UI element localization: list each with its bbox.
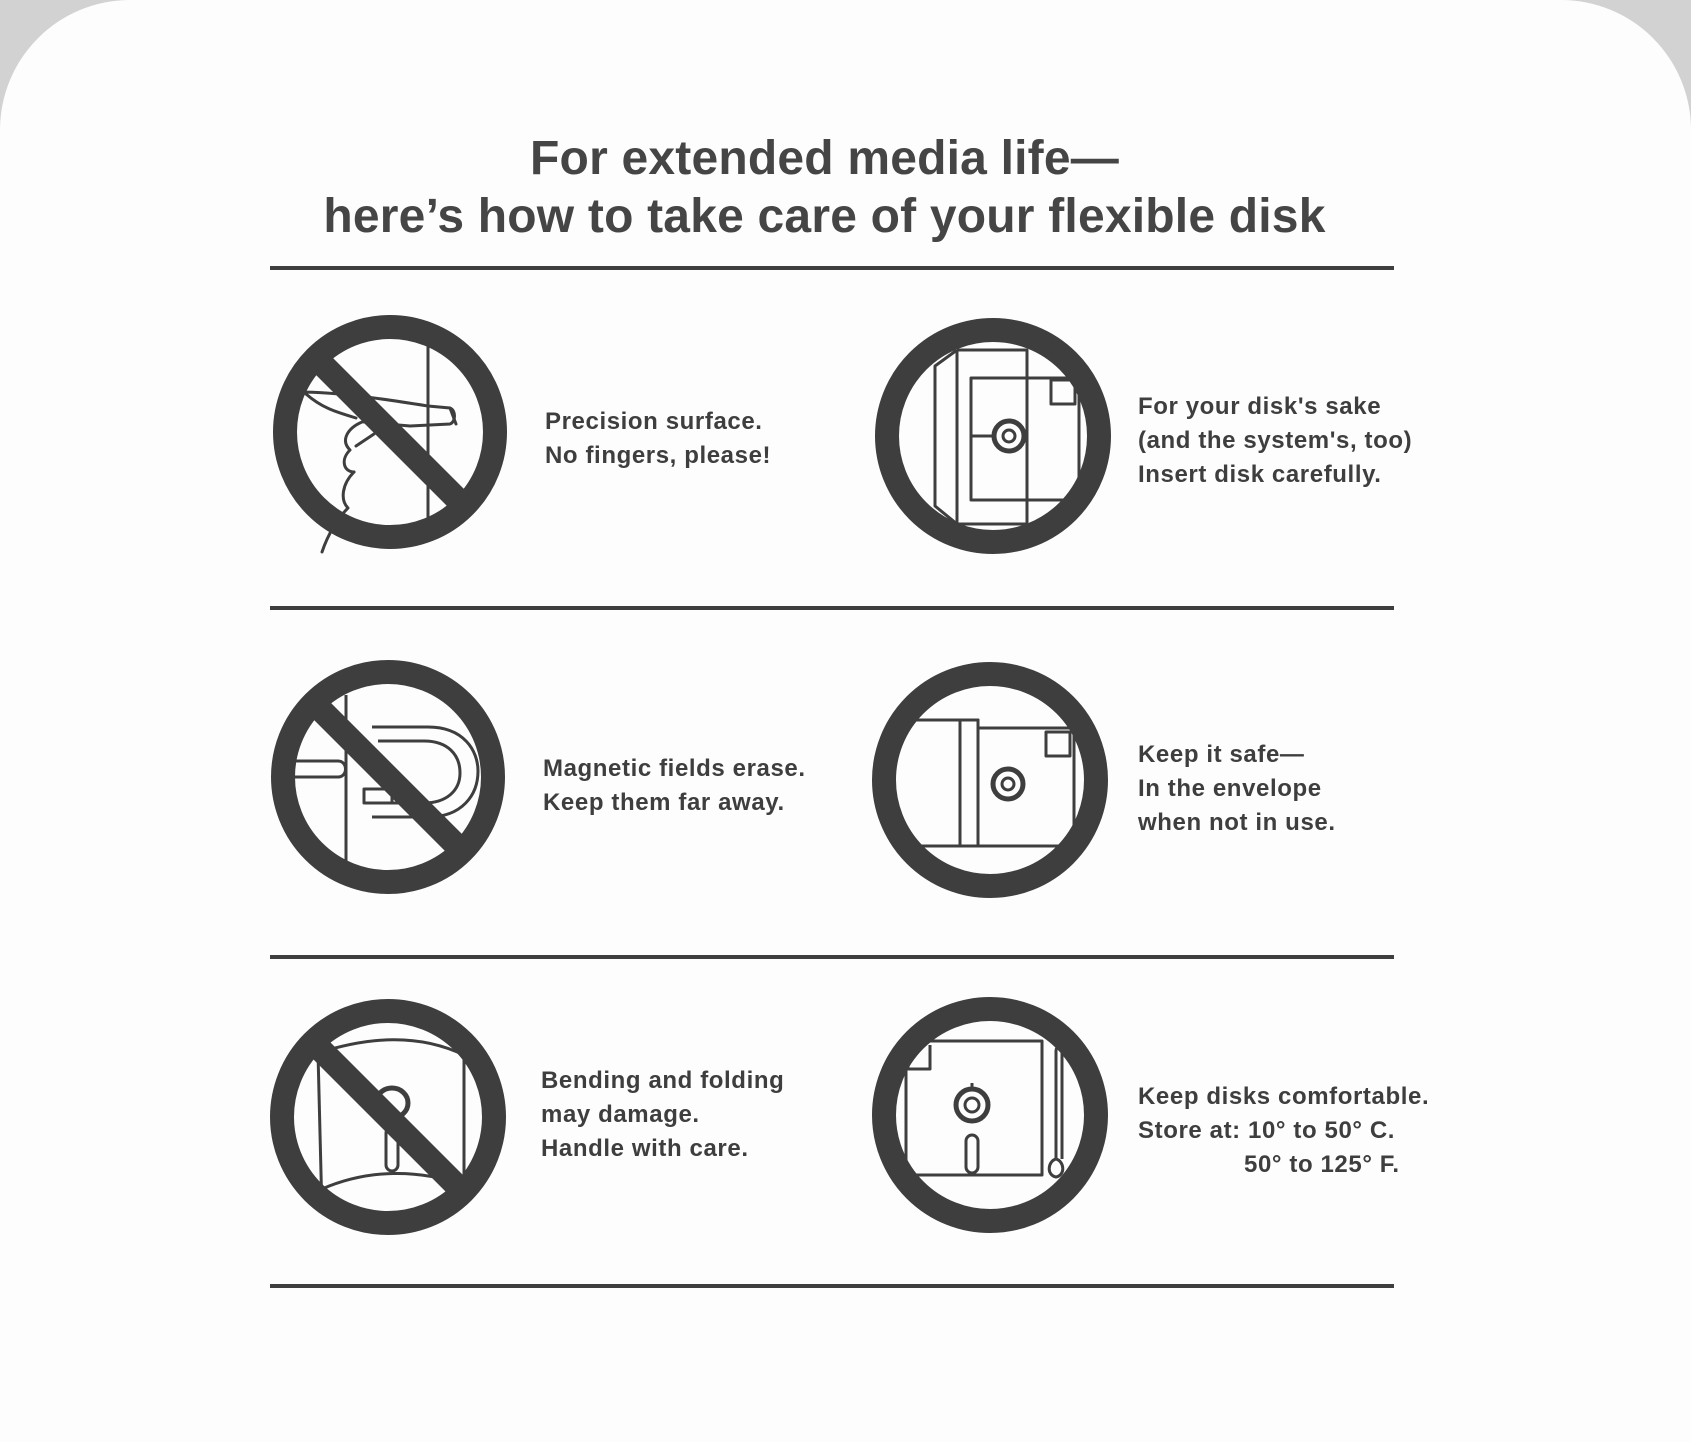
tip-caption-insert-carefully: For your disk's sake (and the system's, too) Insert disk carefully. xyxy=(1138,393,1413,488)
divider xyxy=(270,955,1394,959)
divider xyxy=(270,266,1394,270)
page-title-line-1: For extended media life— xyxy=(530,132,1119,185)
tip-caption-no-fingers: Precision surface. No fingers, please! xyxy=(545,408,772,469)
bent-disk-prohibited-icon xyxy=(268,993,508,1243)
disk-with-thermometer-icon xyxy=(870,995,1110,1245)
tip-caption-temperature: Keep disks comfortable. Store at: 10° to 50° C. 50° to 125° F. xyxy=(1138,1083,1430,1178)
tip-caption-bending: Bending and folding may damage. Handle with care. xyxy=(541,1067,785,1162)
disk-in-envelope-icon xyxy=(870,656,1110,906)
insert-disk-into-drive-icon xyxy=(873,310,1113,560)
divider xyxy=(270,606,1394,610)
divider xyxy=(270,1284,1394,1288)
magnet-near-disk-prohibited-icon xyxy=(268,655,508,905)
page-title-line-2: here’s how to take care of your flexible disk xyxy=(323,190,1326,243)
finger-touching-disk-prohibited-icon xyxy=(270,308,510,558)
tip-caption-magnetic-fields: Magnetic fields erase. Keep them far away. xyxy=(543,755,806,816)
tip-caption-envelope: Keep it safe— In the envelope when not in use. xyxy=(1138,741,1336,836)
